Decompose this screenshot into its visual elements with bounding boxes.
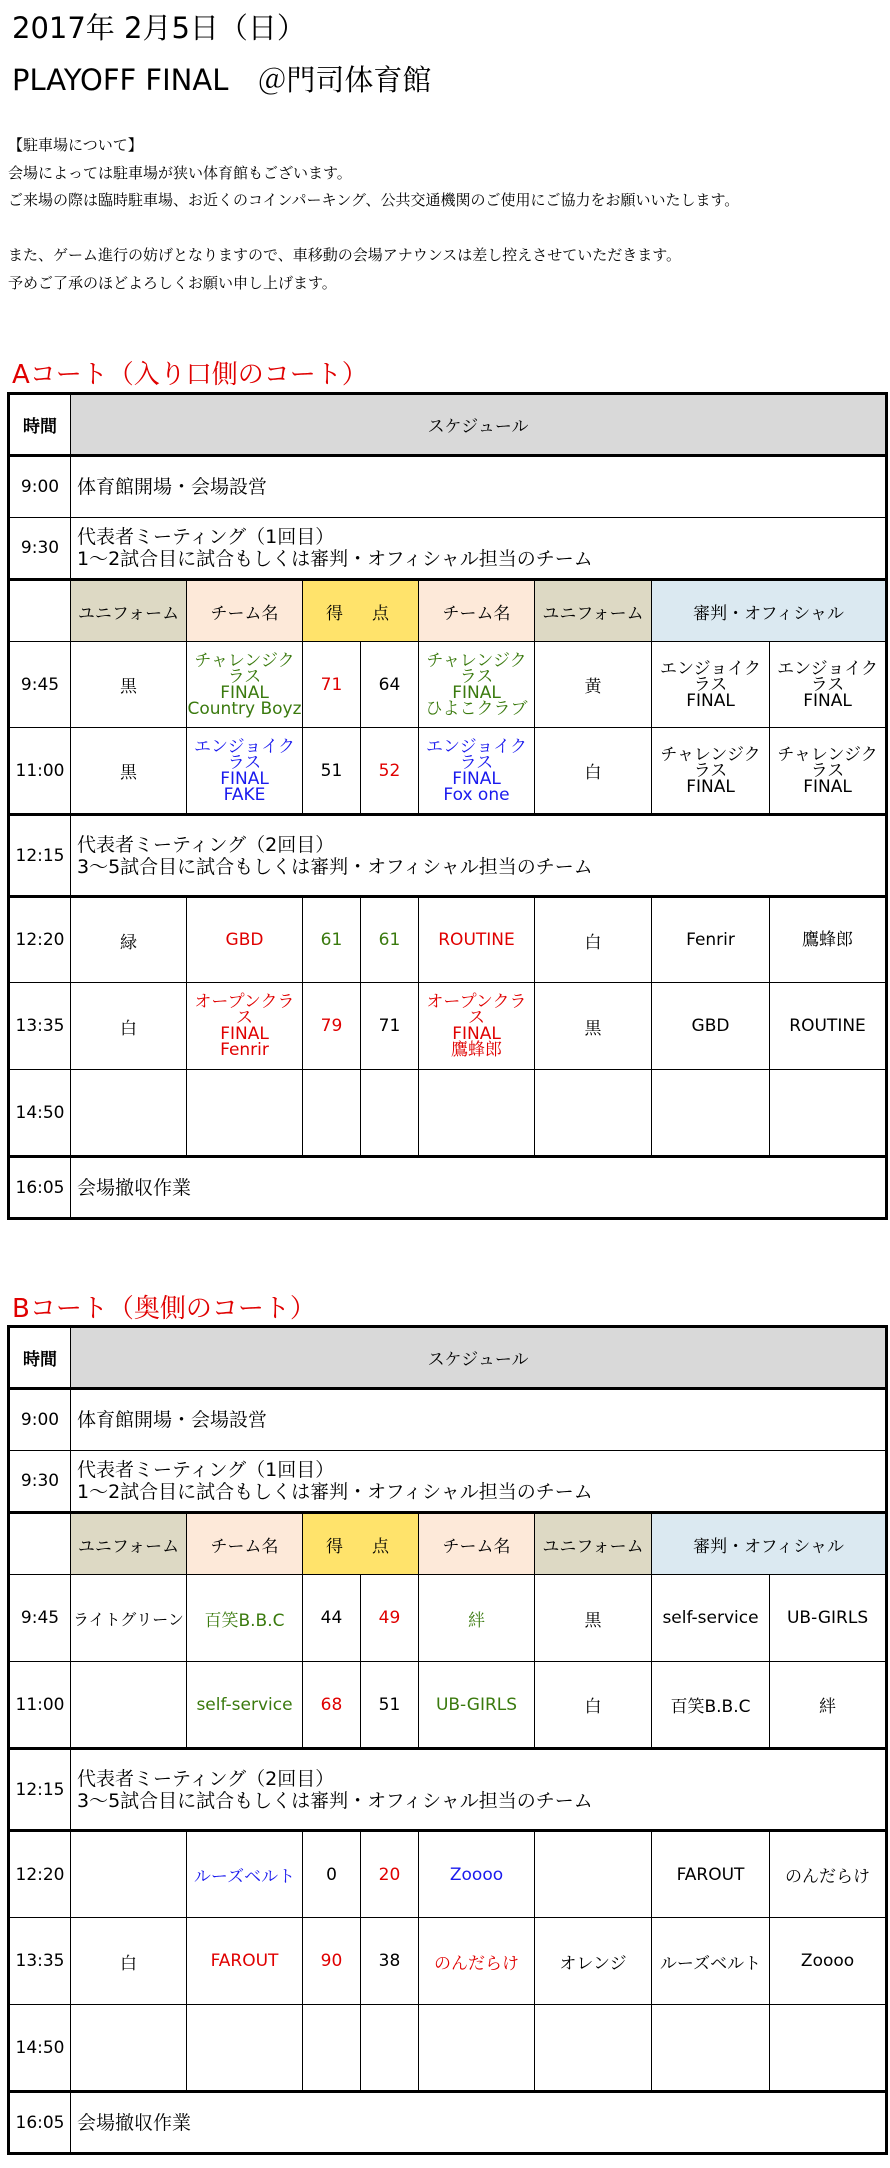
score-cell: 20 [361,1831,419,1918]
uniform-header: ユニフォーム [535,1513,652,1575]
time-cell: 14:50 [9,1070,71,1157]
referee-cell: Zoooo [770,1918,887,2005]
team-cell: チャレンジクラス FINAL Country Boyz [187,642,303,728]
court-a-schedule [7,392,888,1220]
empty-cell [419,1070,535,1157]
closing-text: 会場撤収作業 [71,2092,887,2154]
uniform-cell: ライトグリーン [71,1575,187,1662]
team-cell: FAROUT [187,1918,303,2005]
blank-cell [9,580,71,642]
referee-cell: チャレンジクラス FINAL [652,728,770,815]
opening-text: 体育館開場・会場設営 [71,456,887,518]
referee-cell: エンジョイクラス FINAL [770,642,887,728]
court-a-title: Aコート（入り口側のコート） [12,360,368,390]
uniform-cell: 黒 [535,1575,652,1662]
empty-cell [187,2005,303,2092]
uniform-cell: オレンジ [535,1918,652,2005]
referee-cell: UB-GIRLS [770,1575,887,1662]
time-cell: 9:00 [9,456,71,518]
uniform-cell: 黄 [535,642,652,728]
score-cell: 71 [361,983,419,1070]
time-cell: 16:05 [9,2092,71,2154]
court-b-schedule [7,1325,888,2155]
team-cell: のんだらけ [419,1918,535,2005]
team-cell: エンジョイクラス FINAL Fox one [419,728,535,815]
team-header: チーム名 [419,580,535,642]
time-header: 時間 [9,394,71,456]
team-cell: GBD [187,897,303,983]
time-cell: 16:05 [9,1157,71,1219]
meeting-1-text [71,1451,887,1513]
score-cell: 51 [303,728,361,815]
team-cell: チャレンジクラス FINAL ひよこクラブ [419,642,535,728]
blank-cell [9,1513,71,1575]
time-cell: 9:45 [9,642,71,728]
empty-cell [303,1070,361,1157]
team-cell: オープンクラス FINAL Fenrir [187,983,303,1070]
notice-line: ご来場の際は臨時駐車場、お近くのコインパーキング、公共交通機関のご使用にご協力をお願いいたします。 [8,191,740,209]
score-cell: 52 [361,728,419,815]
team-cell: Zoooo [419,1831,535,1918]
closing-text: 会場撤収作業 [71,1157,887,1219]
team-header: チーム名 [419,1513,535,1575]
score-cell: 79 [303,983,361,1070]
referee-cell: 絆 [770,1662,887,1749]
meeting-line: 1～2試合目に試合もしくは審判・オフィシャル担当のチーム [77,1481,593,1503]
time-header: 時間 [9,1327,71,1389]
empty-cell [419,2005,535,2092]
uniform-cell: 黒 [71,642,187,728]
uniform-cell: 白 [535,897,652,983]
event-date: 2017年 2月5日（日） [12,11,306,45]
uniform-cell: 白 [535,1662,652,1749]
uniform-cell [71,1662,187,1749]
referee-cell: 鷹蜂郎 [770,897,887,983]
uniform-header: ユニフォーム [71,580,187,642]
score-cell: 90 [303,1918,361,2005]
team-cell: 百笑B.B.C [187,1575,303,1662]
empty-cell [361,1070,419,1157]
uniform-cell: 黒 [535,983,652,1070]
empty-cell [652,2005,770,2092]
empty-cell [361,2005,419,2092]
referee-cell: エンジョイクラス FINAL [652,642,770,728]
time-cell: 9:30 [9,1451,71,1513]
time-cell: 14:50 [9,2005,71,2092]
team-cell: ルーズベルト [187,1831,303,1918]
notice-line: 【駐車場について】 [8,136,143,154]
uniform-cell [71,1831,187,1918]
empty-cell [535,1070,652,1157]
empty-cell [770,2005,887,2092]
time-cell: 9:45 [9,1575,71,1662]
empty-cell [770,1070,887,1157]
empty-cell [535,2005,652,2092]
score-header: 得 点 [303,580,419,642]
empty-cell [187,1070,303,1157]
time-cell: 12:15 [9,1749,71,1831]
notice-line: 予めご了承のほどよろしくお願い申し上げます。 [8,273,337,292]
team-cell: エンジョイクラス FINAL FAKE [187,728,303,815]
referee-cell: ルーズベルト [652,1918,770,2005]
meeting-2-text [71,1749,887,1831]
team-header: チーム名 [187,580,303,642]
schedule-header: スケジュール [71,1327,887,1389]
uniform-header: ユニフォーム [71,1513,187,1575]
referee-cell: のんだらけ [770,1831,887,1918]
score-cell: 51 [361,1662,419,1749]
opening-text: 体育館開場・会場設営 [71,1389,887,1451]
court-b-title: Bコート（奥側のコート） [12,1294,316,1324]
meeting-line: 1～2試合目に試合もしくは審判・オフィシャル担当のチーム [77,548,593,570]
score-header: 得 点 [303,1513,419,1575]
referee-cell: FAROUT [652,1831,770,1918]
score-cell: 0 [303,1831,361,1918]
score-cell: 61 [303,897,361,983]
empty-cell [303,2005,361,2092]
parking-notice [8,132,739,297]
time-cell: 12:20 [9,897,71,983]
uniform-cell: 白 [535,728,652,815]
notice-line: また、ゲーム進行の妨げとなりますので、車移動の会場アナウンスは差し控えさせていただきます。 [8,246,682,264]
time-cell: 12:20 [9,1831,71,1918]
time-cell: 9:00 [9,1389,71,1451]
time-cell: 11:00 [9,1662,71,1749]
team-cell: オープンクラス FINAL 鷹蜂郎 [419,983,535,1070]
meeting-line: 3～5試合目に試合もしくは審判・オフィシャル担当のチーム [77,855,593,878]
time-cell: 13:35 [9,1918,71,2005]
time-cell: 11:00 [9,728,71,815]
referee-cell: self-service [652,1575,770,1662]
meeting-line: 代表者ミーティング（1回目） [77,526,335,548]
empty-cell [71,1070,187,1157]
meeting-line: 代表者ミーティング（2回目） [77,833,335,856]
team-cell: 絆 [419,1575,535,1662]
referee-header: 審判・オフィシャル [652,580,887,642]
score-cell: 64 [361,642,419,728]
referee-cell: GBD [652,983,770,1070]
team-cell: UB-GIRLS [419,1662,535,1749]
schedule-header: スケジュール [71,394,887,456]
score-cell: 61 [361,897,419,983]
meeting-line: 3～5試合目に試合もしくは審判・オフィシャル担当のチーム [77,1789,593,1812]
team-header: チーム名 [187,1513,303,1575]
notice-line: 会場によっては駐車場が狭い体育館もございます。 [8,163,352,182]
referee-header: 審判・オフィシャル [652,1513,887,1575]
team-cell: ROUTINE [419,897,535,983]
time-cell: 9:30 [9,518,71,580]
score-cell: 68 [303,1662,361,1749]
meeting-2-text [71,815,887,897]
uniform-header: ユニフォーム [535,580,652,642]
empty-cell [71,2005,187,2092]
time-cell: 13:35 [9,983,71,1070]
uniform-cell: 緑 [71,897,187,983]
meeting-line: 代表者ミーティング（1回目） [77,1459,335,1481]
referee-cell: チャレンジクラス FINAL [770,728,887,815]
time-cell: 12:15 [9,815,71,897]
referee-cell: ROUTINE [770,983,887,1070]
uniform-cell: 黒 [71,728,187,815]
score-cell: 49 [361,1575,419,1662]
score-cell: 38 [361,1918,419,2005]
referee-cell: Fenrir [652,897,770,983]
uniform-cell: 白 [71,1918,187,2005]
team-cell: self-service [187,1662,303,1749]
event-title: PLAYOFF FINAL ＠門司体育館 [12,63,432,97]
uniform-cell [535,1831,652,1918]
meeting-line: 代表者ミーティング（2回目） [77,1767,335,1790]
score-cell: 44 [303,1575,361,1662]
uniform-cell: 白 [71,983,187,1070]
meeting-1-text [71,518,887,580]
empty-cell [652,1070,770,1157]
notice-line [8,215,739,243]
referee-cell: 百笑B.B.C [652,1662,770,1749]
score-cell: 71 [303,642,361,728]
